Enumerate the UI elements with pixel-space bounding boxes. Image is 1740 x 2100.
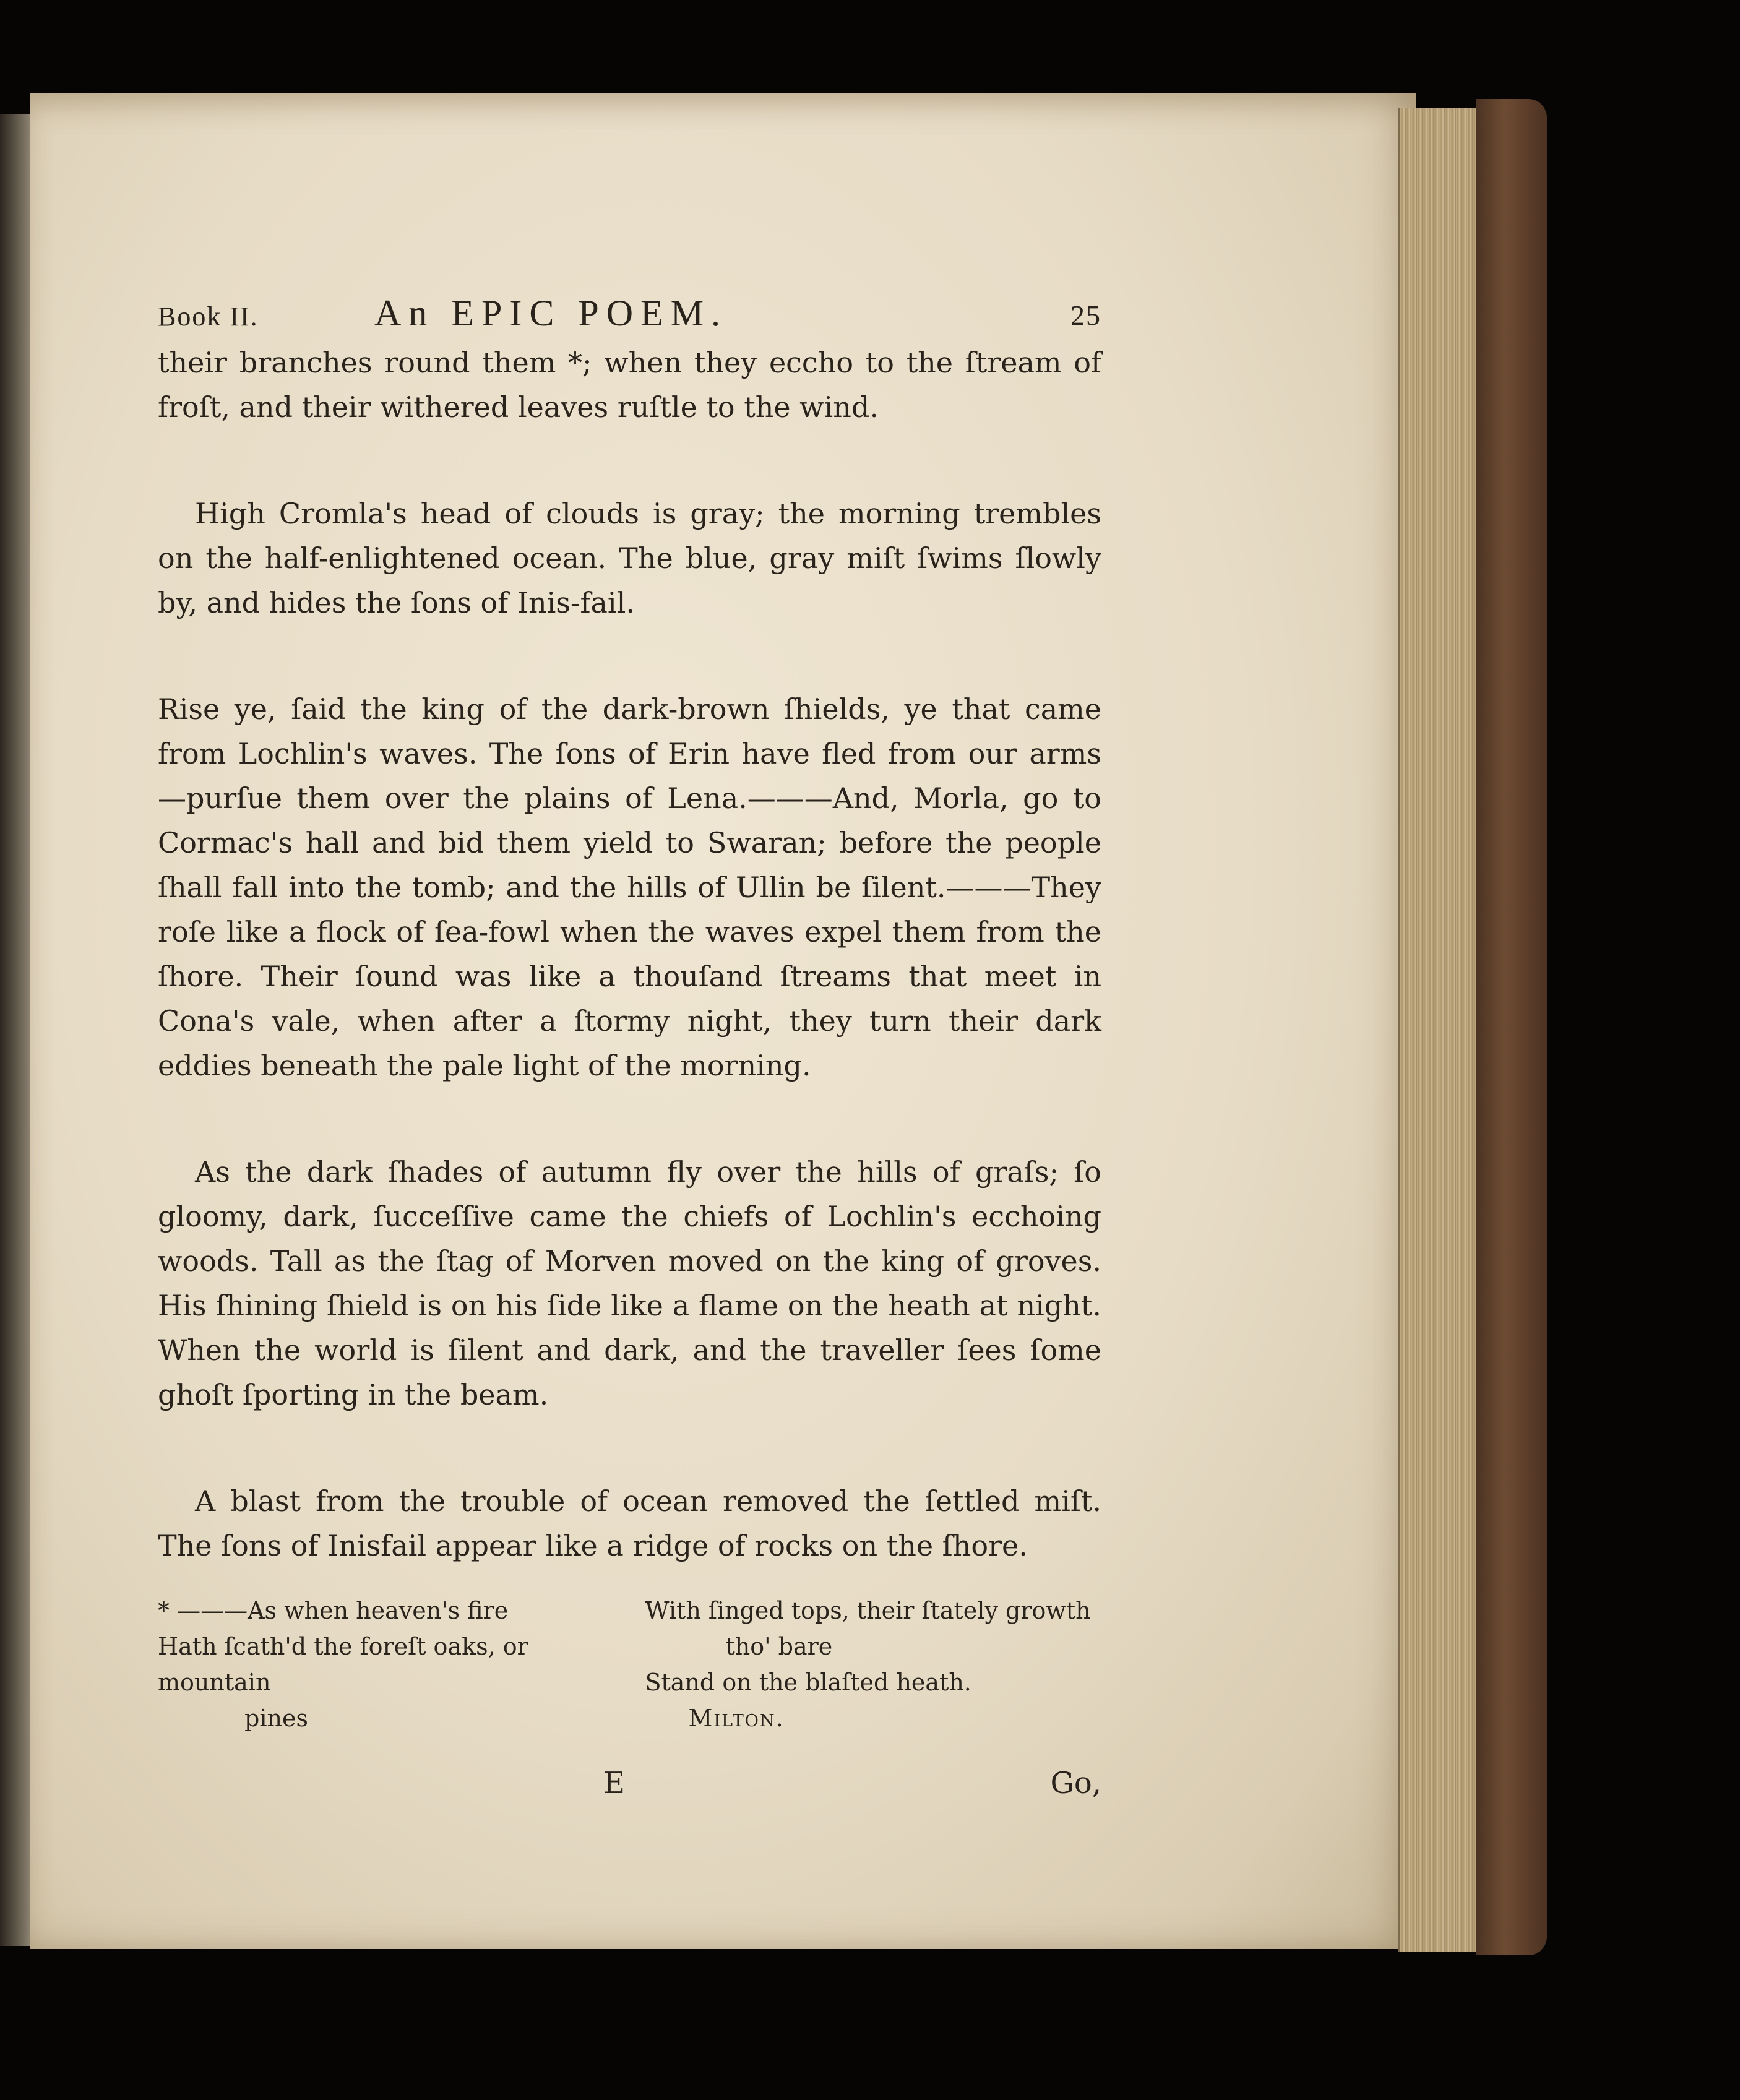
paragraph-continued: their branches round them *; when they eccho to the ſtream of froſt, and their withered leaves ruſtle to the wind. [158,346,1101,424]
running-title: An EPIC POEM. [374,293,728,334]
footnote [158,1593,1101,1736]
footnote-right-column [645,1593,1102,1736]
book-label: Book II. [158,301,259,332]
page-fore-edge [1398,108,1481,1952]
footnote-line-text: Stand on the blaſted heath. [645,1669,971,1696]
page-footer [158,1761,1101,1810]
footnote-line: pines [244,1705,308,1732]
footnote-line: Hath ſcath'd the foreſt oaks, or mountain [158,1633,528,1696]
signature-mark: E [603,1766,626,1801]
footnote-line: tho' bare [725,1633,833,1660]
footnote-attribution: Milton. [688,1705,785,1732]
paragraph-rise-ye: Rise ye, ſaid the king of the dark-brown ſhields, ye that came from Lochlin's waves. The ſons of Erin have fled from our arms —purſue them over the plains of Lena.———And, Morla, go to Cormac's hall and bid them yield to Swaran; before the people ſhall fall into the tomb; and the hills of Ullin be ſilent.———They roſe like a flock of ſea-fowl when the waves expel them from the ſhore. Their ſound was like a thouſand ſtreams that meet in Cona's vale, when after a ſtormy night, they turn their dark eddies beneath the pale light of the morning. [158,692,1101,1082]
page-number: 25 [1070,299,1101,331]
paragraph-dark-shades: As the dark ſhades of autumn fly over the hills of graſs; ſo gloomy, dark, ſucceſſive came the chiefs of Lochlin's ecchoing woods. Tall as the ſtag of Morven moved on the king of groves. His ſhining ſhield is on his ſide like a flame on the heath at night. When the world is ſilent and dark, and the traveller ſees ſome ghoſt ſporting in the beam. [158,1155,1101,1411]
footnote-left-column [158,1593,614,1736]
paragraph-high-cromla: High Cromla's head of clouds is gray; the morning trembles on the half-enlightened ocean. The blue, gray miſt ſwims ſlowly by, and hides the ſons of Inis-fail. [158,497,1101,619]
footnote-line: With ſinged tops, their ſtately growth [645,1597,1091,1624]
book-cover [1476,99,1547,1955]
footnote-line: * ———As when heaven's fire [158,1597,509,1624]
running-header [158,291,1101,340]
footnote-line [645,1664,1102,1736]
page-text-block [158,291,1101,1810]
paragraph-a-blast: A blast from the trouble of ocean removed the ſettled miſt. The ſons of Inisfail appear like a ridge of rocks on the ſhore. [158,1484,1101,1562]
catchword: Go, [1050,1766,1101,1801]
left-page-edge [0,114,30,1946]
